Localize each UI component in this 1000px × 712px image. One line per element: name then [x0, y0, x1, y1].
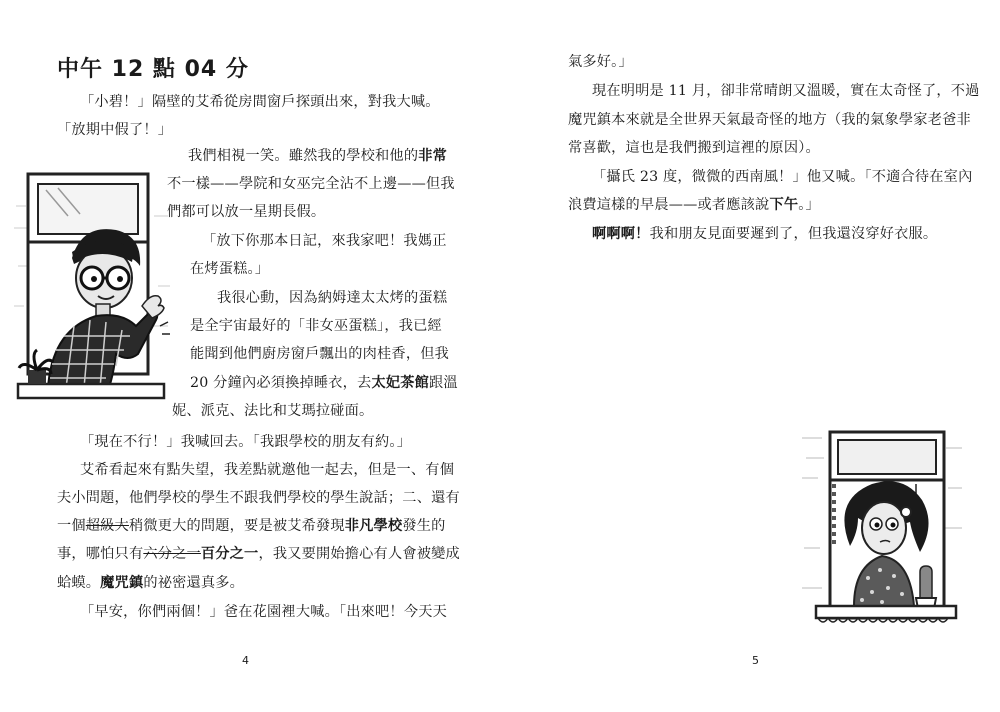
text-line: 蛤蟆。魔咒鎮的祕密還真多。: [57, 575, 245, 591]
right-page: [500, 0, 1000, 712]
text-line: 氣多好。」: [568, 54, 633, 70]
text-line: 啊啊啊！我和朋友見面要遲到了，但我還沒穿好衣服。: [592, 226, 938, 242]
chapter-title: 中午 12 點 04 分: [57, 57, 249, 82]
text-line: 我很心動，因為納姆達太太烤的蛋糕: [217, 290, 448, 306]
text-line: 魔咒鎮本來就是全世界天氣最奇怪的地方（我的氣象學家老爸非: [568, 112, 971, 128]
text-line: 「早安，你們兩個！」爸在花園裡大喊。「出來吧！今天天: [80, 604, 447, 620]
text-line: 20 分鐘內必須換掉睡衣，去太妃茶館跟溫: [190, 375, 458, 391]
text-line: 「現在不行！」我喊回去。「我跟學校的朋友有約。」: [80, 434, 412, 450]
text-line: 不一樣——學院和女巫完全沾不上邊——但我: [167, 176, 455, 192]
text-line: 「攝氏 23 度，微微的西南風！」他又喊。「不適合待在室內: [592, 169, 973, 185]
text-line: 妮、派克、法比和艾瑪拉碰面。: [172, 403, 374, 419]
page-number: 5: [752, 654, 759, 667]
text-line: 是全宇宙最好的「非女巫蛋糕」，我已經: [190, 318, 442, 334]
boy-window-illustration: [14, 166, 174, 412]
text-line: 「小碧！」隔壁的艾希從房間窗戶探頭出來，對我大喊。: [80, 94, 440, 110]
text-line: 「放下你那本日記，來我家吧！我媽正: [202, 233, 447, 249]
page-number: 4: [242, 654, 249, 667]
text-line: 艾希看起來有點失望，我差點就邀他一起去，但是一、有個: [80, 462, 455, 478]
text-line: 一個超級大稍微更大的問題，要是被艾希發現非凡學校發生的: [57, 518, 446, 534]
text-line: 現在明明是 11 月，卻非常晴朗又溫暖，實在太奇怪了，不過: [592, 83, 980, 99]
text-line: 在烤蛋糕。」: [190, 261, 270, 277]
text-line: 夫小問題，他們學校的學生不跟我們學校的學生說話；二、還有: [57, 490, 460, 506]
text-line: 「放期中假了！」: [57, 122, 173, 138]
text-line: 們都可以放一星期長假。: [167, 204, 326, 220]
girl-window-illustration: [802, 428, 964, 656]
text-line: 常喜歡，這也是我們搬到這裡的原因）。: [568, 140, 820, 156]
text-line: 浪費這樣的早晨——或者應該說下午。」: [568, 197, 820, 213]
text-line: 我們相視一笑。雖然我的學校和他的非常: [188, 148, 447, 164]
text-line: 事，哪怕只有六分之一百分之一，我又要開始擔心有人會被變成: [57, 546, 460, 562]
text-line: 能聞到他們廚房窗戶飄出的肉桂香，但我: [190, 346, 449, 362]
